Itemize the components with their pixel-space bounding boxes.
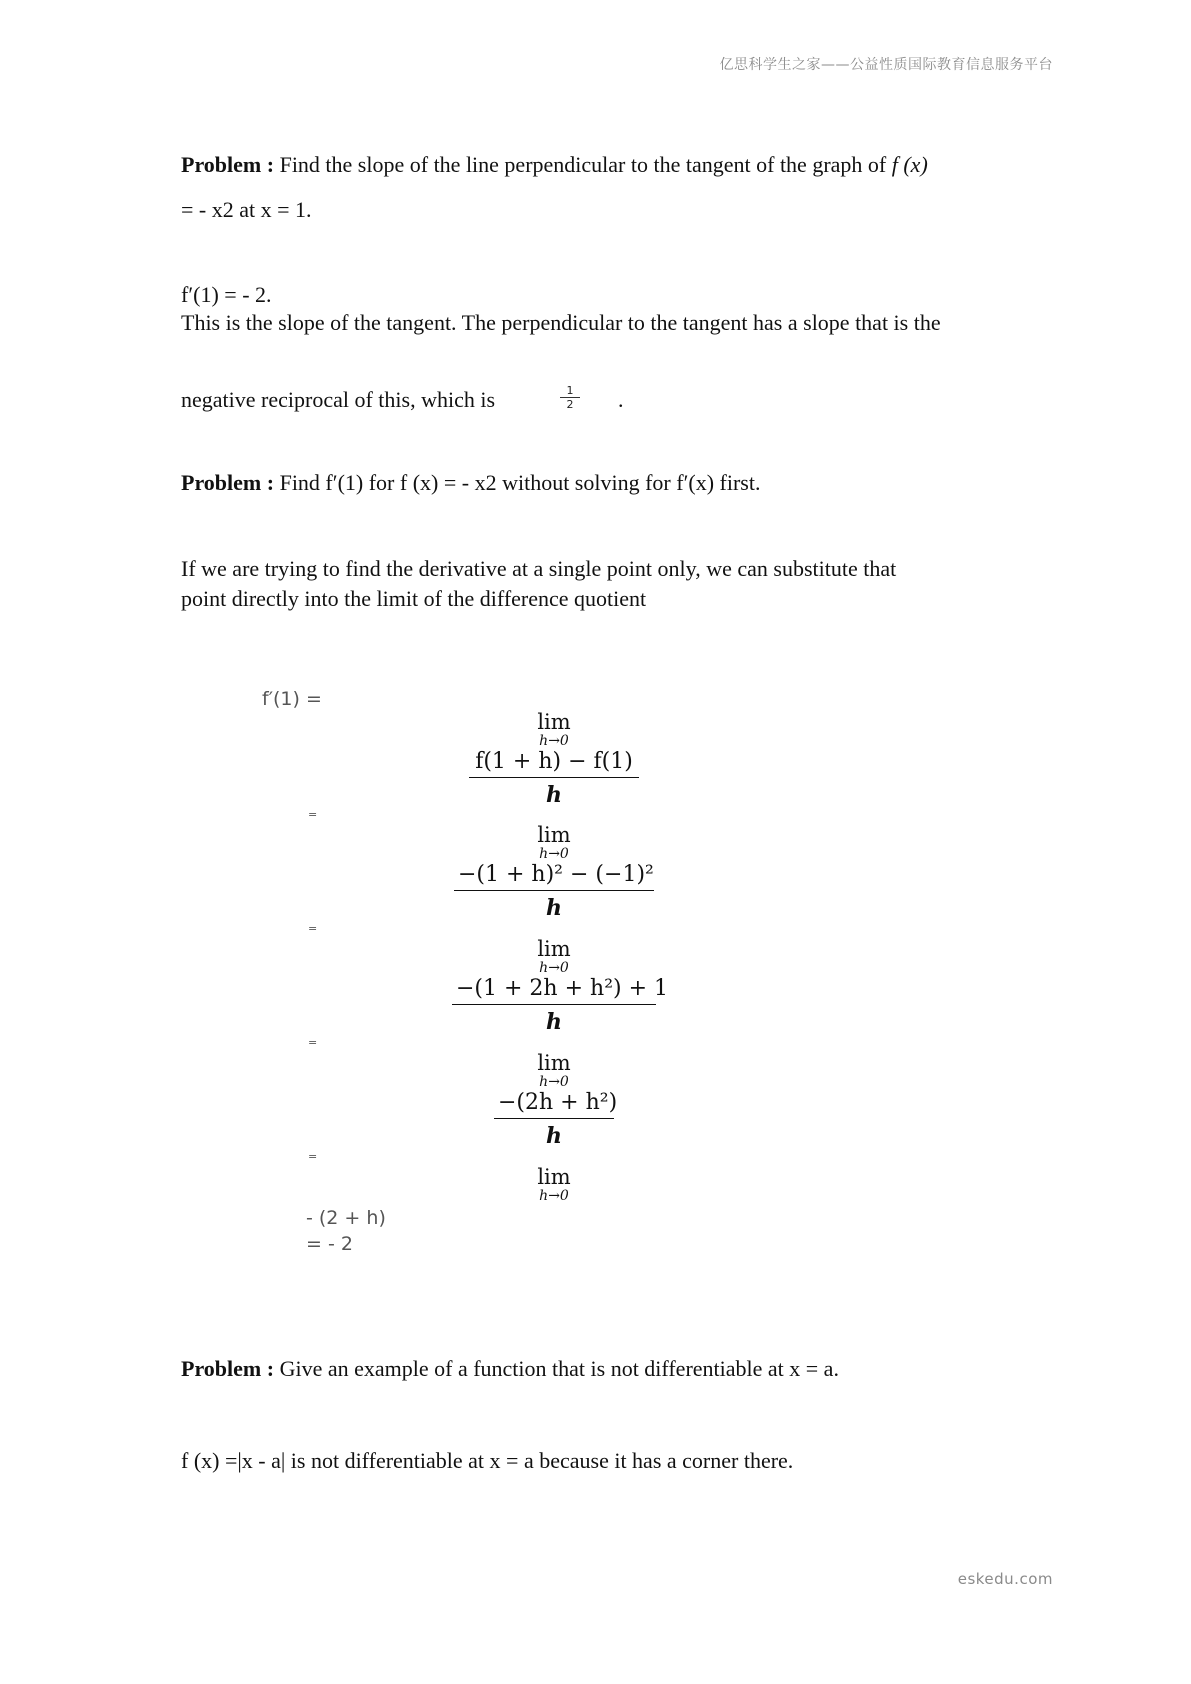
step-3-numerator: −(1 + 2h + h²) + 1 bbox=[452, 978, 656, 1005]
problem-1-line-2: = - x2 at x = 1. bbox=[181, 197, 312, 222]
solution-1-period: . bbox=[618, 387, 624, 412]
fraction-numerator: 1 bbox=[560, 385, 580, 398]
equals-sign-1: = bbox=[308, 808, 318, 821]
lim-subscript: h→0 bbox=[539, 846, 569, 862]
derivation-tail-expression: - (2 + h) bbox=[306, 1207, 386, 1229]
problem-3-line bbox=[181, 1356, 839, 1382]
lim-word: lim bbox=[537, 823, 571, 847]
lim-word: lim bbox=[537, 937, 571, 961]
limit-operator-4 bbox=[504, 1053, 604, 1089]
problem-3-label: Problem : bbox=[181, 1356, 275, 1381]
limit-operator-5 bbox=[504, 1167, 604, 1203]
solution-1-line-1: f′(1) = - 2. bbox=[181, 282, 272, 307]
equals-sign-3: = bbox=[308, 1036, 318, 1049]
limit-operator-3 bbox=[504, 939, 604, 975]
solution-2-line-1: If we are trying to find the derivative at a single point only, we can substitute that bbox=[181, 556, 897, 581]
lim-word: lim bbox=[537, 1051, 571, 1075]
lim-word: lim bbox=[537, 710, 571, 734]
derivation-result: = - 2 bbox=[306, 1233, 353, 1255]
step-2-numerator: −(1 + h)² − (−1)² bbox=[454, 864, 654, 891]
problem-1-line-1 bbox=[181, 152, 928, 178]
problem-3-text: Give an example of a function that is not differentiable at x = a. bbox=[274, 1356, 839, 1381]
fraction-denominator: 2 bbox=[566, 398, 574, 411]
problem-2-text: Find f′(1) for f (x) = - x2 without solving for f′(x) first. bbox=[274, 470, 761, 495]
page-footer: eskedu.com bbox=[957, 1570, 1053, 1588]
step-1-numerator: f(1 + h) − f(1) bbox=[469, 751, 639, 778]
lim-subscript: h→0 bbox=[539, 960, 569, 976]
solution-2-line-2: point directly into the limit of the difference quotient bbox=[181, 586, 647, 611]
problem-2-line bbox=[181, 470, 760, 496]
problem-1-label: Problem : bbox=[181, 152, 275, 177]
lim-subscript: h→0 bbox=[539, 1074, 569, 1090]
lim-subscript: h→0 bbox=[539, 1188, 569, 1204]
step-1-denominator: h bbox=[546, 782, 562, 808]
limit-operator-1 bbox=[504, 712, 604, 748]
fraction-step-1 bbox=[469, 751, 639, 806]
one-half-fraction bbox=[560, 385, 580, 410]
step-4-denominator: h bbox=[546, 1123, 562, 1149]
derivation-lhs: f′(1) = bbox=[262, 688, 322, 710]
problem-1-function: f (x) bbox=[891, 152, 928, 177]
page-header: 亿思科学生之家——公益性质国际教育信息服务平台 bbox=[719, 57, 1053, 73]
step-4-numerator: −(2h + h²) bbox=[494, 1092, 614, 1119]
equals-sign-2: = bbox=[308, 922, 318, 935]
solution-1-line-2: This is the slope of the tangent. The perpendicular to the tangent has a slope that is the bbox=[181, 310, 941, 335]
problem-2-label: Problem : bbox=[181, 470, 275, 495]
fraction-step-3 bbox=[452, 976, 669, 1035]
lim-subscript: h→0 bbox=[539, 733, 569, 749]
limit-operator-2 bbox=[504, 825, 604, 861]
solution-3-line: f (x) =|x - a| is not differentiable at x = a because it has a corner there. bbox=[181, 1448, 794, 1473]
fraction-step-2 bbox=[454, 864, 654, 919]
equals-sign-4: = bbox=[308, 1150, 318, 1163]
step-2-denominator: h bbox=[546, 895, 562, 921]
solution-1-line-3: negative reciprocal of this, which is bbox=[181, 387, 496, 412]
fraction-step-4 bbox=[494, 1090, 618, 1149]
step-3-denominator: h bbox=[546, 1009, 562, 1035]
lim-word: lim bbox=[537, 1165, 571, 1189]
problem-1-text: Find the slope of the line perpendicular to the tangent of the graph of bbox=[274, 152, 892, 177]
